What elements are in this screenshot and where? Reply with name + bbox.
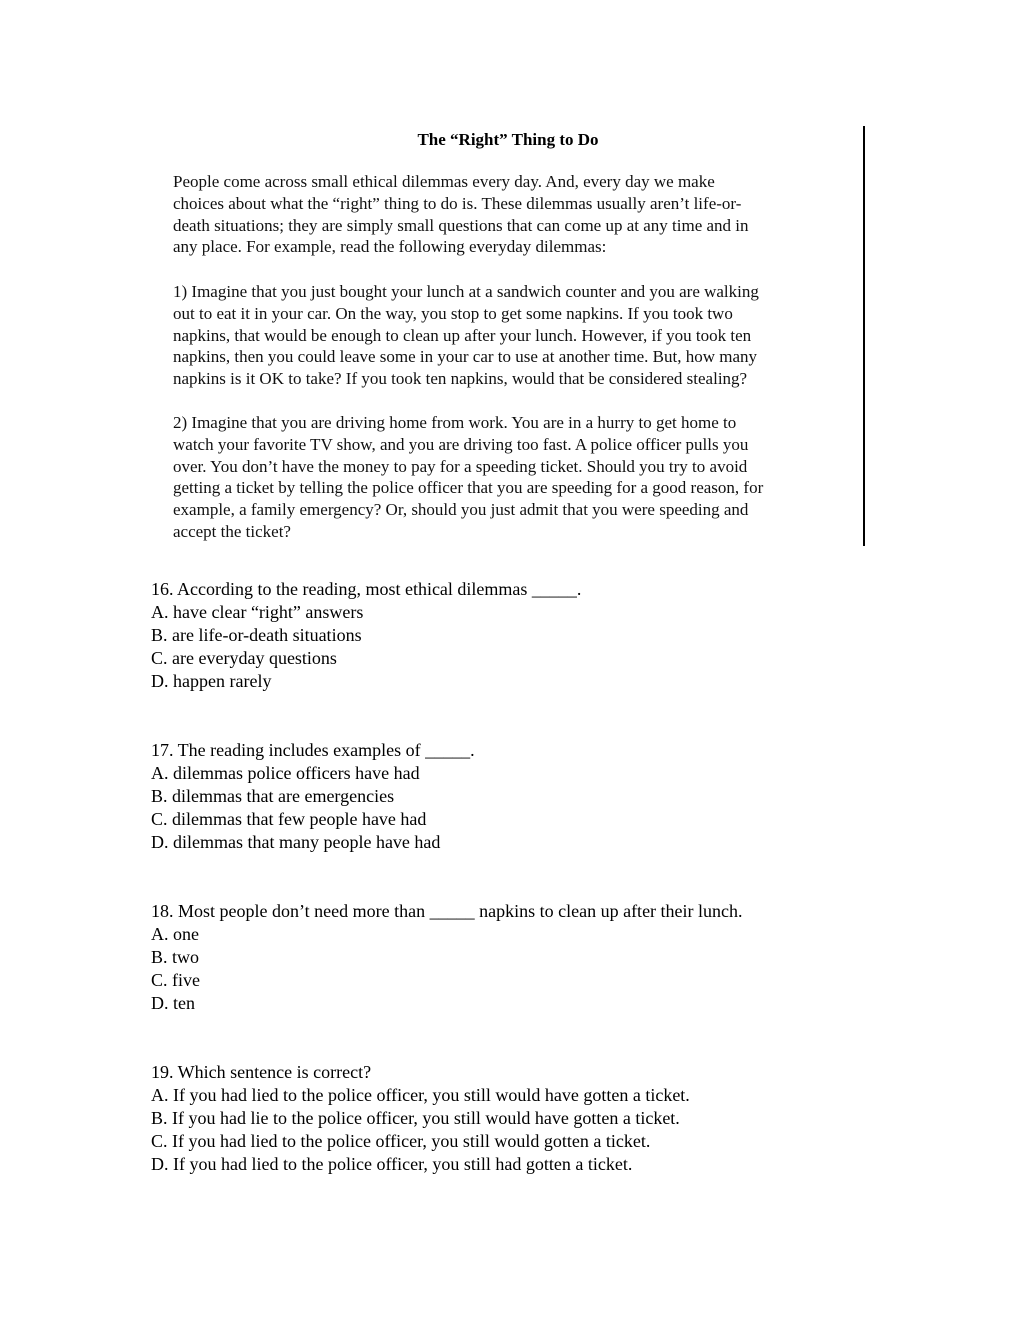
answer-option-c: C. are everyday questions [151,648,337,668]
reading-title: The “Right” Thing to Do [417,130,599,149]
answer-option-a: A. one [151,924,199,944]
question-17 [151,739,475,854]
reading-border-rule [863,126,865,546]
answer-option-d: D. happen rarely [151,671,272,691]
answer-option-b: B. are life-or-death situations [151,625,362,645]
paragraph-line: 2) Imagine that you are driving home from work. You are in a hurry to get home to [173,413,737,432]
answer-option-c: C. dilemmas that few people have had [151,809,427,829]
paragraph-line: accept the ticket? [173,521,291,541]
question-18 [151,900,743,1015]
paragraph-line: watch your favorite TV show, and you are driving too fast. A police officer pulls you [173,434,749,454]
question-stem: 16. According to the reading, most ethical dilemmas _____. [151,579,582,599]
answer-option-d: D. dilemmas that many people have had [151,832,441,852]
paragraph-line: choices about what the “right” thing to do is. These dilemmas usually aren’t life-or- [173,193,742,213]
paragraph-line: napkins, then you could leave some in your car to use at another time. But, how many [173,347,758,367]
paragraph-line: over. You don’t have the money to pay for a speeding ticket. Should you try to avoid [173,456,748,476]
question-19 [151,1061,690,1176]
paragraph-line: napkins, that would be enough to clean up after your lunch. However, if you took ten [173,325,752,345]
answer-option-b: B. dilemmas that are emergencies [151,786,395,806]
example-1-paragraph [173,281,843,390]
answer-option-d: D. ten [151,993,195,1013]
question-stem: 19. Which sentence is correct? [151,1062,372,1082]
answer-option-b: B. two [151,947,200,967]
question-16 [151,578,581,693]
answer-option-d: D. If you had lied to the police officer, you still had gotten a ticket. [151,1154,633,1174]
answer-option-b: B. If you had lie to the police officer, you still would have gotten a ticket. [151,1108,680,1128]
paragraph-line: 1) Imagine that you just bought your lunch at a sandwich counter and you are walking [173,282,759,301]
question-stem: 18. Most people don’t need more than _____ napkins to clean up after their lunch. [151,901,743,921]
answer-option-c: C. five [151,970,200,990]
answer-option-c: C. If you had lied to the police officer, you still would gotten a ticket. [151,1131,651,1151]
example-2-paragraph [173,412,843,543]
paragraph-line: out to eat it in your car. On the way, you stop to get some napkins. If you took two [173,303,733,323]
reading-passage [173,126,863,546]
answer-option-a: A. dilemmas police officers have had [151,763,420,783]
question-stem: 17. The reading includes examples of _____. [151,740,475,760]
intro-paragraph [173,171,843,258]
paragraph-line: example, a family emergency? Or, should you just admit that you were speeding and [173,500,749,520]
paragraph-line: getting a ticket by telling the police officer that you are speeding for a good reason, for [173,478,764,498]
paragraph-line: napkins is it OK to take? If you took ten napkins, would that be considered stealing? [173,369,748,389]
paragraph-line: People come across small ethical dilemmas every day. And, every day we make [173,172,715,191]
paragraph-line: death situations; they are simply small questions that can come up at any time and in [173,215,749,235]
paragraph-line: any place. For example, read the following everyday dilemmas: [173,237,607,257]
answer-option-a: A. If you had lied to the police officer, you still would have gotten a ticket. [151,1085,690,1105]
answer-option-a: A. have clear “right” answers [151,602,364,622]
